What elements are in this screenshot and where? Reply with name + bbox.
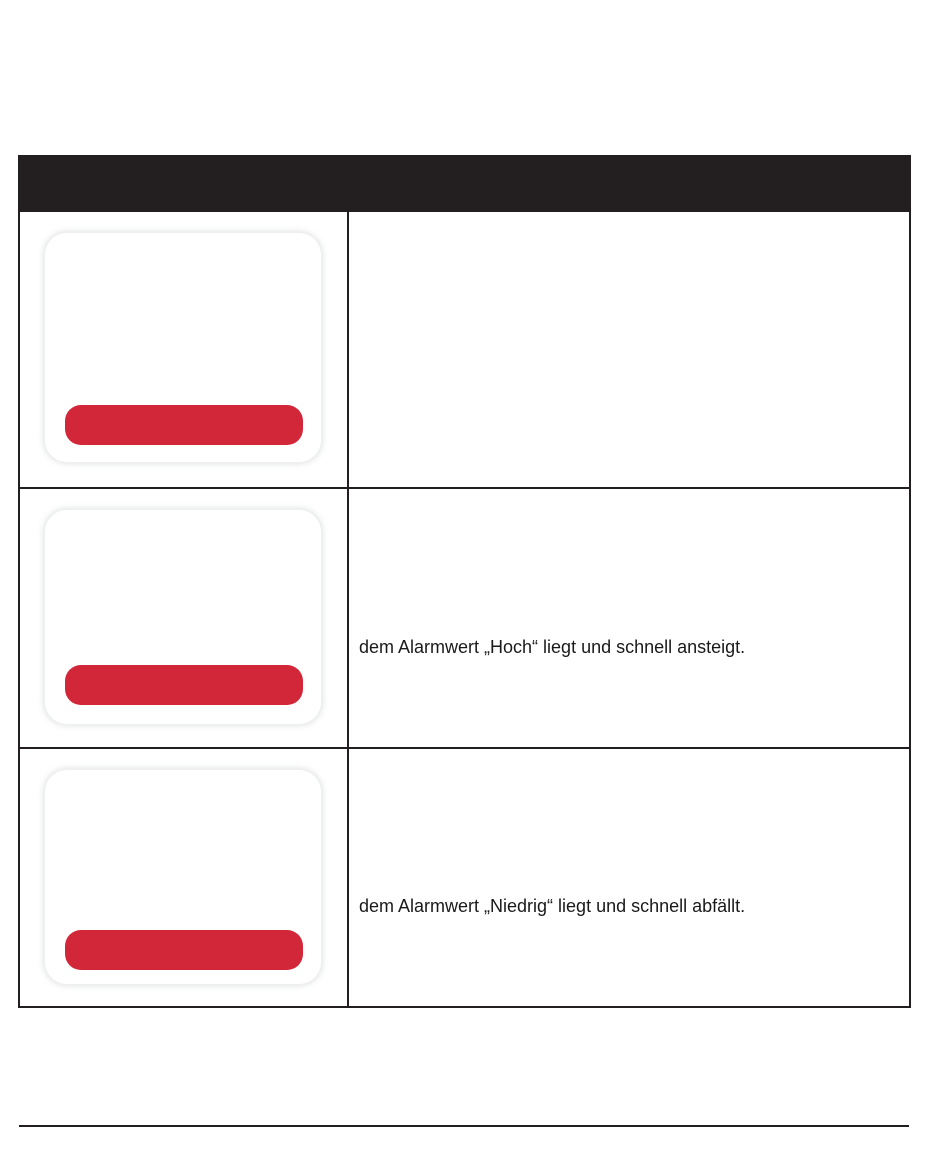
row-description: dem Alarmwert „Niedrig“ liegt und schnell abfällt. [359,896,746,916]
alert-screen-card [45,233,321,462]
alert-screen-cell [20,212,349,487]
table-row [20,749,909,1006]
alert-screen-cell [20,489,349,747]
table-header [20,157,909,212]
alert-screen-card [45,770,321,984]
alarm-table [18,155,911,1008]
footer-divider [19,1125,909,1127]
alert-screen-cell [20,749,349,1006]
alert-banner [65,665,303,705]
alert-banner [65,405,303,445]
row-description: dem Alarmwert „Hoch“ liegt und schnell ansteigt. [359,637,746,657]
table-row [20,489,909,749]
table-row [20,212,909,489]
alert-banner [65,930,303,970]
alert-screen-card [45,510,321,724]
